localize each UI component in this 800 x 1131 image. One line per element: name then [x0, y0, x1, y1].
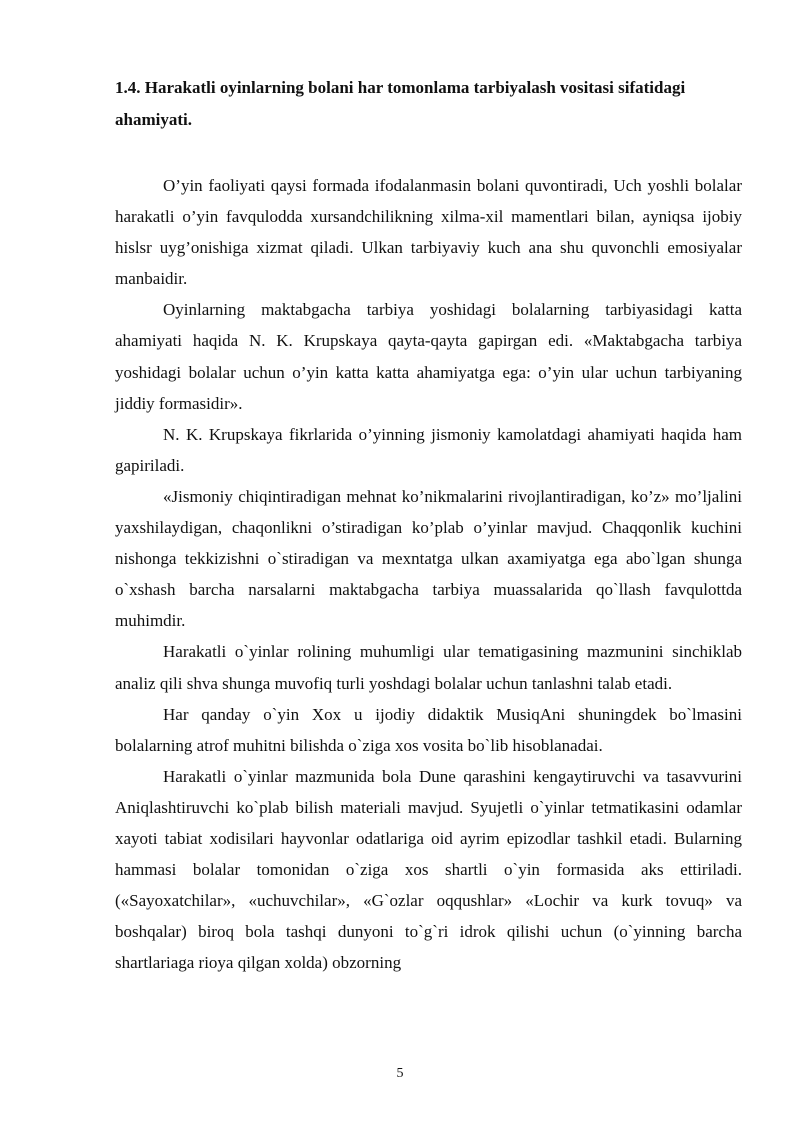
- paragraph: «Jismoniy chiqintiradigan mehnat ko’nikmalarini rivojlantiradigan, ko’z» mo’ljalini yaxshilaydigan, chaqonlikni o’stiradigan ko’plab o’yinlar mavjud. Chaqqonlik kuchini nishonga tekkizishni o`stiradigan va mexntatga ulkan axamiyatga ega abo`lgan shunga o`xshash barcha narsalarni maktabgacha tarbiya muassalarida qo`llash favqulottda muhimdir.: [115, 486, 742, 631]
- paragraph: O’yin faoliyati qaysi formada ifodalanmasin bolani quvontiradi, Uch yoshli bolalar harakatli o’yin favqulodda xursandchilikning xilma-xil mamentlari bilan, ayniqsa ijobiy hislsr uyg’onishiga xizmat qiladi. Ulkan tarbiyaviy kuch ana shu quvonchli emosiyalar manbaidir.: [115, 176, 742, 289]
- body-text: [115, 170, 742, 978]
- paragraph: Harakatli o`yinlar mazmunida bola Dune qarashini kengaytiruvchi va tasavvurini Aniqlashtiruvchi ko`plab bilish materiali mavjud. Syujetli o`yinlar tetmatikasini odamlar xayoti tabiat xodisilari hayvonlar odatlariga oid ayrim epizodlar tashkil etadi. Bularning hammasi bolalar tomonidan o`ziga xos shartli o`yin formasida aks ettiriladi. («Sayoxatchilar», «uchuvchilar», «G`ozlar oqqushlar» «Lochir va kurk tovuq» va boshqalar) biroq bola tashqi dunyoni to`g`ri idrok qilishi uchun (o`yinning barcha shartlariaga rioya qilgan xolda) obzorning: [115, 766, 742, 973]
- paragraph: Oyinlarning maktabgacha tarbiya yoshidagi bolalarning tarbiyasidagi katta ahamiyati haqida N. K. Krupskaya qayta-qayta gapirgan edi. «Maktabgacha tarbiya yoshidagi bolalar uchun o’yin katta katta ahamiyatga ega: o’yin ular uchun tarbiyaning jiddiy formasidir».: [115, 300, 742, 413]
- page-number: 5: [396, 1066, 404, 1081]
- paragraph: N. K. Krupskaya fikrlarida o’yinning jismoniy kamolatdagi ahamiyati haqida ham gapiriladi.: [115, 424, 742, 475]
- paragraph: Har qanday o`yin Xox u ijodiy didaktik MusiqAni shuningdek bo`lmasini bolalarning atrof muhitni bilishda o`ziga xos vosita bo`lib hisoblanadai.: [115, 704, 742, 755]
- section-heading: 1.4. Harakatli oyinlarning bolani har tomonlama tarbiyalash vositasi sifatidagi ahamiyati.: [115, 78, 686, 129]
- paragraph: Harakatli o`yinlar rolining muhumligi ular tematigasining mazmunini sinchiklab analiz qili shva shunga muvofiq turli yoshdagi bolalar uchun tanlashni talab etadi.: [115, 642, 742, 693]
